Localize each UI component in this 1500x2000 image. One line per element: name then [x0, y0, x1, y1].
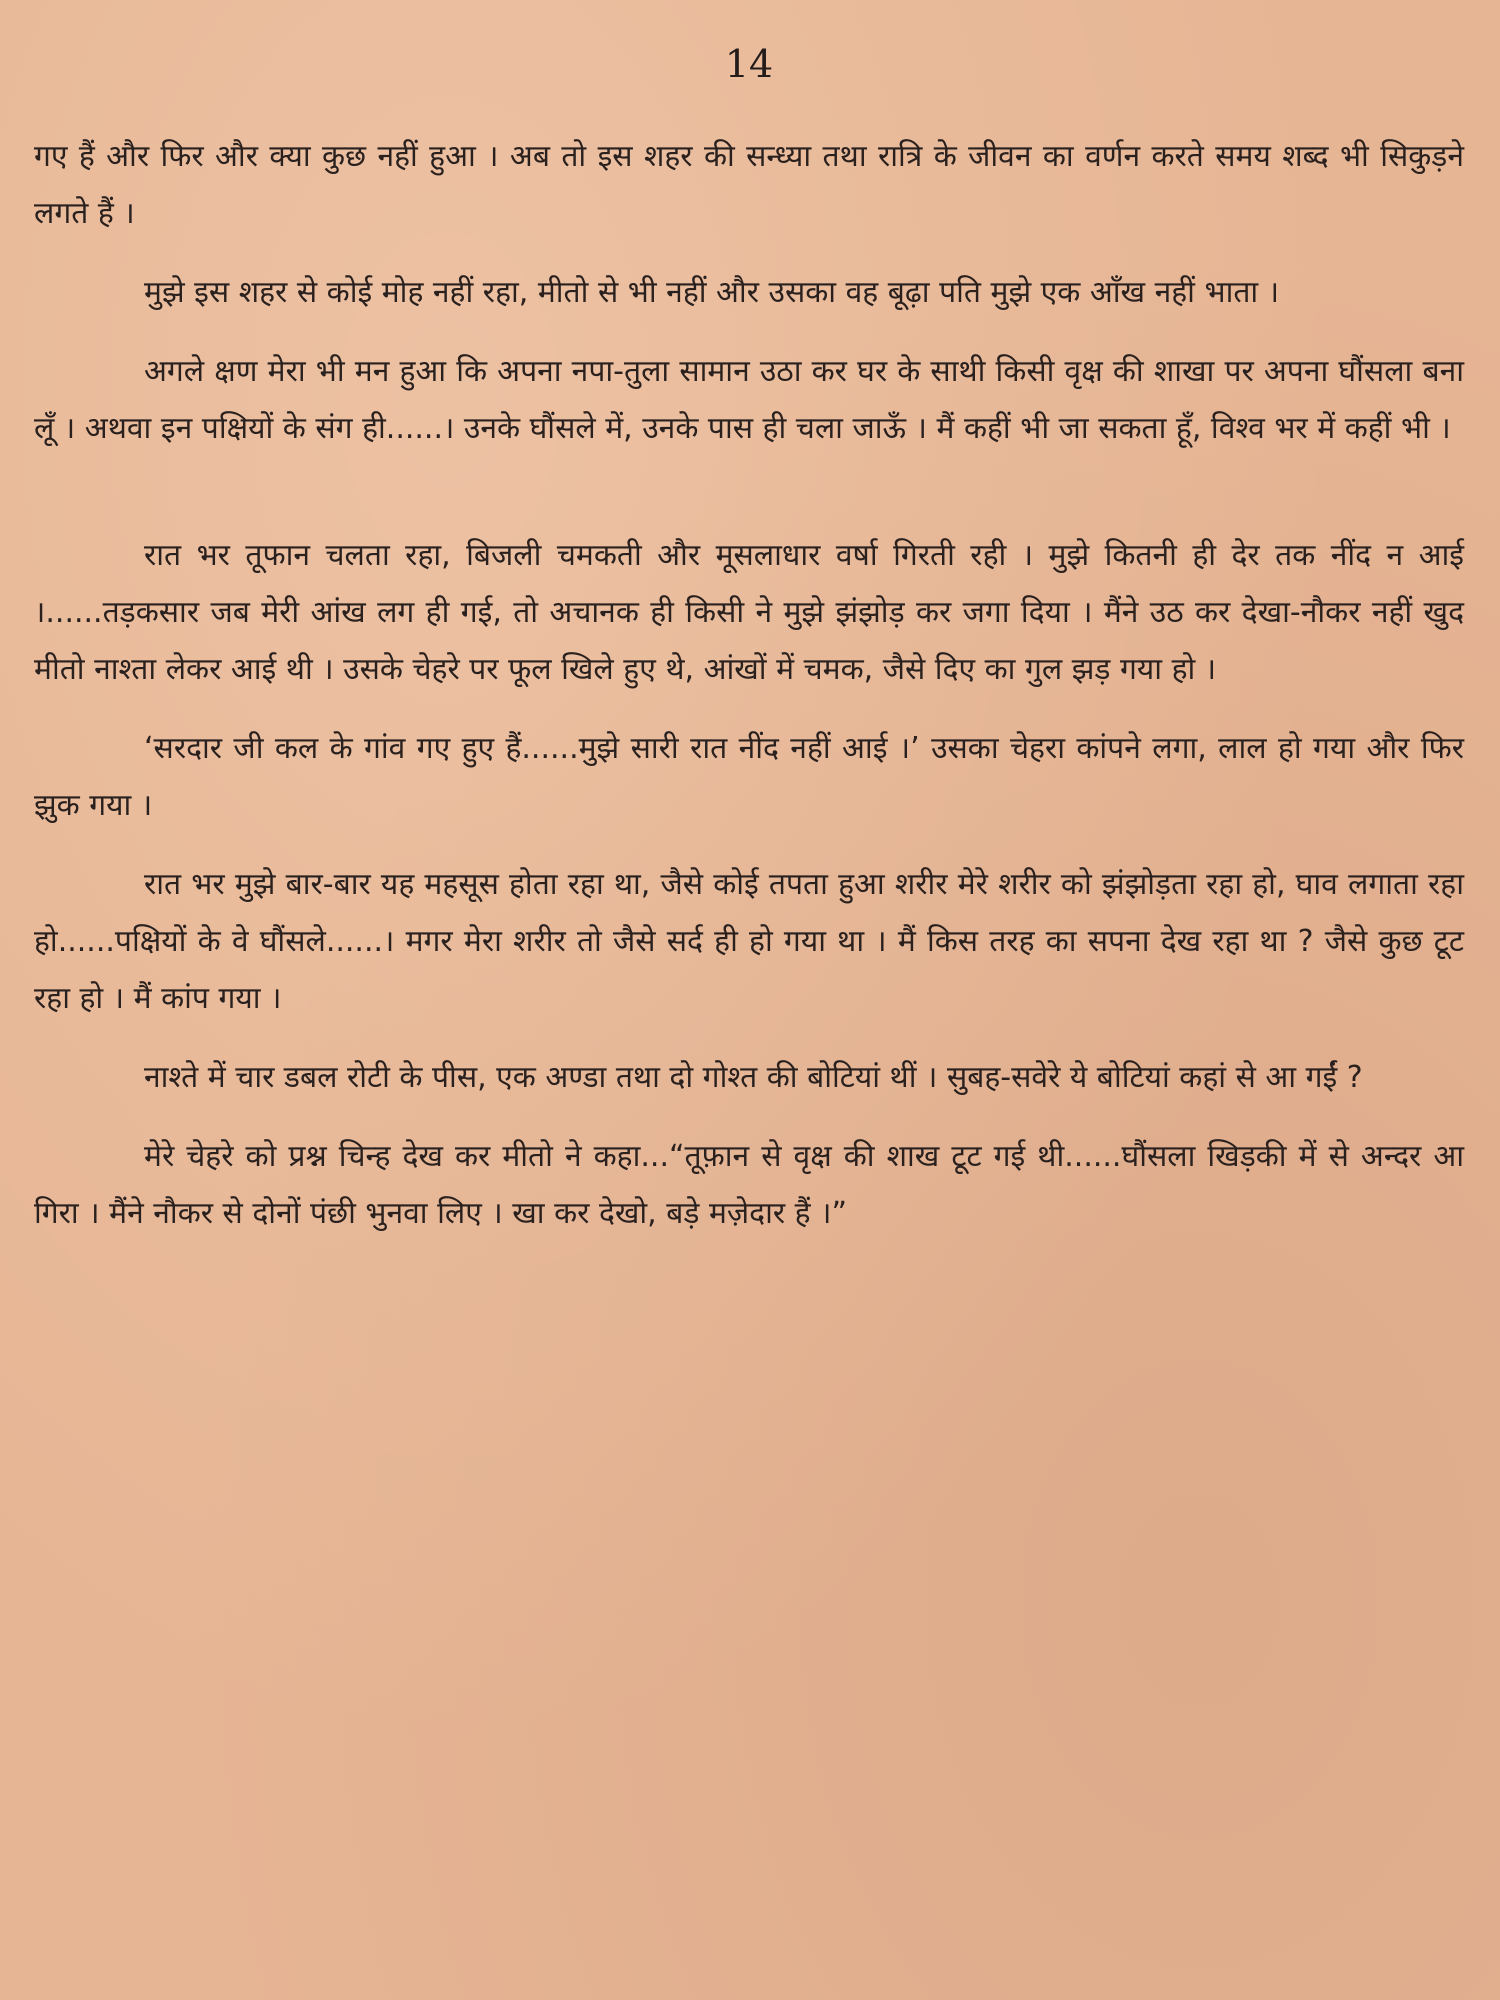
- paragraph: अगले क्षण मेरा भी मन हुआ कि अपना नपा-तुला सामान उठा कर घर के साथी किसी वृक्ष की शाखा पर अपना घौंसला बना लूँ । अथवा इन पक्षियों के संग ही......। उनके घौंसले में, उनके पास ही चला जाऊँ । मैं कहीं भी जा सकता हूँ, विश्व भर में कहीं भी ।: [34, 354, 1464, 446]
- paragraph: नाश्ते में चार डबल रोटी के पीस, एक अण्डा तथा दो गोश्त की बोटियां थीं । सुबह-सवेरे ये बोटियां कहां से आ गईं ?: [144, 1060, 1363, 1095]
- paragraph: मुझे इस शहर से कोई मोह नहीं रहा, मीतो से भी नहीं और उसका वह बूढ़ा पति मुझे एक आँख नहीं भाता ।: [144, 275, 1280, 310]
- paragraph: रात भर मुझे बार-बार यह महसूस होता रहा था, जैसे कोई तपता हुआ शरीर मेरे शरीर को झंझोड़ता रहा हो, घाव लगाता रहा हो......पक्षियों के वे घौंसले......। मगर मेरा शरीर तो जैसे सर्द ही हो गया था । मैं किस तरह का सपना देख रहा था ? जैसे कुछ टूट रहा हो । मैं कांप गया ।: [34, 867, 1464, 1016]
- paragraph: ‘सरदार जी कल के गांव गए हुए हैं......मुझे सारी रात नींद नहीं आई ।’ उसका चेहरा कांपने लगा, लाल हो गया और फिर झुक गया ।: [34, 731, 1464, 823]
- body-text: [34, 128, 1464, 1242]
- paragraph: रात भर तूफान चलता रहा, बिजली चमकती और मूसलाधार वर्षा गिरती रही । मुझे कितनी ही देर तक नींद न आई ।......तड़कसार जब मेरी आंख लग ही गई, तो अचानक ही किसी ने मुझे झंझोड़ कर जगा दिया । मैंने उठ कर देखा-नौकर नहीं खुद मीतो नाश्ता लेकर आई थी । उसके चेहरे पर फूल खिले हुए थे, आंखों में चमक, जैसे दिए का गुल झड़ गया हो ।: [34, 538, 1464, 687]
- page-number: 14: [724, 42, 774, 86]
- paragraph: मेरे चेहरे को प्रश्न चिन्ह देख कर मीतो ने कहा...“तूफ़ान से वृक्ष की शाख टूट गई थी......घौंसला खिड़की में से अन्दर आ गिरा । मैंने नौकर से दोनों पंछी भुनवा लिए । खा कर देखो, बड़े मज़ेदार हैं ।”: [34, 1139, 1464, 1231]
- paragraph-continuation: गए हैं और फिर और क्या कुछ नहीं हुआ । अब तो इस शहर की सन्ध्या तथा रात्रि के जीवन का वर्णन करते समय शब्द भी सिकुड़ने लगते हैं ।: [34, 139, 1464, 231]
